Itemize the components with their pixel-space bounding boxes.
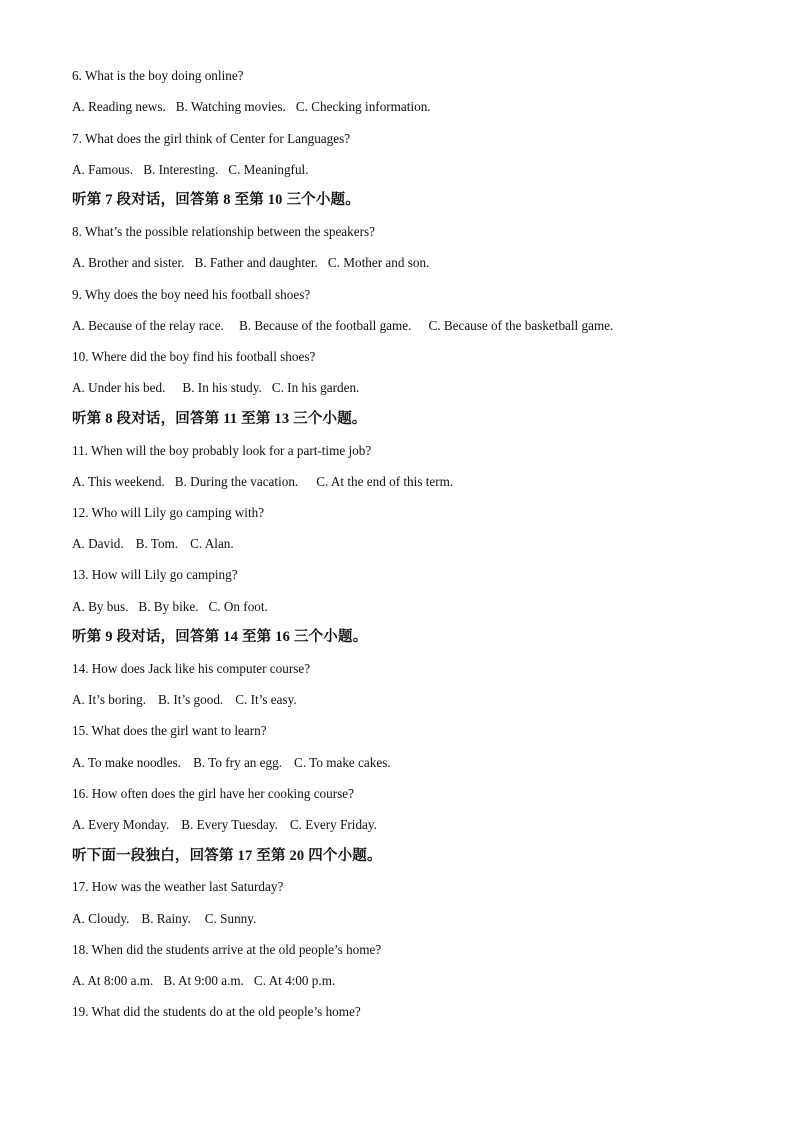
- option-b: B. It’s good.: [158, 692, 224, 707]
- option-a: A. By bus.: [72, 599, 129, 614]
- question-10-options: [72, 380, 359, 396]
- question-18-options: [72, 973, 335, 989]
- option-a: A. Reading news.: [72, 99, 166, 114]
- option-a: A. Because of the relay race.: [72, 318, 224, 333]
- option-c: C. Mother and son.: [327, 255, 430, 270]
- option-c: C. Sunny.: [204, 911, 257, 926]
- option-b: B. By bike.: [138, 599, 199, 614]
- option-a: A. Brother and sister.: [72, 255, 185, 270]
- question-8-options: [72, 255, 429, 271]
- option-c: C. On foot.: [208, 599, 268, 614]
- option-b: B. At 9:00 a.m.: [163, 973, 244, 988]
- option-b: B. Because of the football game.: [238, 318, 412, 333]
- section-heading-7: 听第 7 段对话，回答第 8 至第 10 三个小题。: [72, 192, 360, 208]
- question-14-stem: 14. How does Jack like his computer course?: [72, 661, 311, 676]
- question-15-options: [72, 755, 391, 771]
- question-17-options: [72, 911, 256, 927]
- option-b: B. During the vacation.: [174, 474, 299, 489]
- question-9-options: [72, 318, 613, 334]
- question-19-stem: 19. What did the students do at the old people’s home?: [72, 1004, 361, 1019]
- option-b: B. Interesting.: [143, 162, 219, 177]
- option-a: A. Every Monday.: [72, 817, 170, 832]
- option-c: C. To make cakes.: [294, 755, 391, 770]
- option-c: C. In his garden.: [271, 380, 360, 395]
- question-10-stem: 10. Where did the boy find his football shoes?: [72, 349, 316, 364]
- option-a: A. David.: [72, 536, 124, 551]
- option-a: A. Famous.: [72, 162, 134, 177]
- option-c: C. At the end of this term.: [316, 474, 454, 489]
- option-a: A. To make noodles.: [72, 755, 182, 770]
- option-c: C. Checking information.: [295, 99, 431, 114]
- question-13-stem: 13. How will Lily go camping?: [72, 567, 238, 582]
- question-16-stem: 16. How often does the girl have her cooking course?: [72, 786, 354, 801]
- option-b: B. Tom.: [135, 536, 179, 551]
- option-a: A. Cloudy.: [72, 911, 130, 926]
- option-b: B. Watching movies.: [175, 99, 286, 114]
- option-a: A. This weekend.: [72, 474, 165, 489]
- option-c: C. Alan.: [190, 536, 234, 551]
- question-14-options: [72, 692, 297, 708]
- option-a: A. It’s boring.: [72, 692, 146, 707]
- question-12-stem: 12. Who will Lily go camping with?: [72, 505, 265, 520]
- section-heading-8: 听第 8 段对话，回答第 11 至第 13 三个小题。: [72, 411, 367, 427]
- question-7-stem: 7. What does the girl think of Center for Languages?: [72, 131, 351, 146]
- question-6-options: [72, 99, 431, 115]
- question-15-stem: 15. What does the girl want to learn?: [72, 723, 267, 738]
- question-9-stem: 9. Why does the boy need his football shoes?: [72, 287, 311, 302]
- question-16-options: [72, 817, 377, 833]
- question-18-stem: 18. When did the students arrive at the old people’s home?: [72, 942, 382, 957]
- section-heading-9: 听第 9 段对话，回答第 14 至第 16 三个小题。: [72, 629, 368, 645]
- option-b: B. Father and daughter.: [194, 255, 318, 270]
- question-13-options: [72, 599, 268, 615]
- option-c: C. Because of the basketball game.: [428, 318, 614, 333]
- option-b: B. To fry an egg.: [193, 755, 283, 770]
- option-c: C. At 4:00 p.m.: [253, 973, 336, 988]
- option-c: C. It’s easy.: [235, 692, 297, 707]
- option-c: C. Meaningful.: [228, 162, 309, 177]
- option-b: B. In his study.: [182, 380, 262, 395]
- question-11-options: [72, 474, 453, 490]
- question-17-stem: 17. How was the weather last Saturday?: [72, 879, 284, 894]
- option-a: A. Under his bed.: [72, 380, 166, 395]
- option-c: C. Every Friday.: [289, 817, 377, 832]
- section-heading-monologue: 听下面一段独白，回答第 17 至第 20 四个小题。: [72, 848, 382, 864]
- question-12-options: [72, 536, 234, 552]
- option-a: A. At 8:00 a.m.: [72, 973, 154, 988]
- option-b: B. Every Tuesday.: [181, 817, 278, 832]
- question-11-stem: 11. When will the boy probably look for a part-time job?: [72, 443, 372, 458]
- question-6-stem: 6. What is the boy doing online?: [72, 68, 244, 83]
- option-b: B. Rainy.: [141, 911, 191, 926]
- question-7-options: [72, 162, 309, 178]
- question-8-stem: 8. What’s the possible relationship between the speakers?: [72, 224, 375, 239]
